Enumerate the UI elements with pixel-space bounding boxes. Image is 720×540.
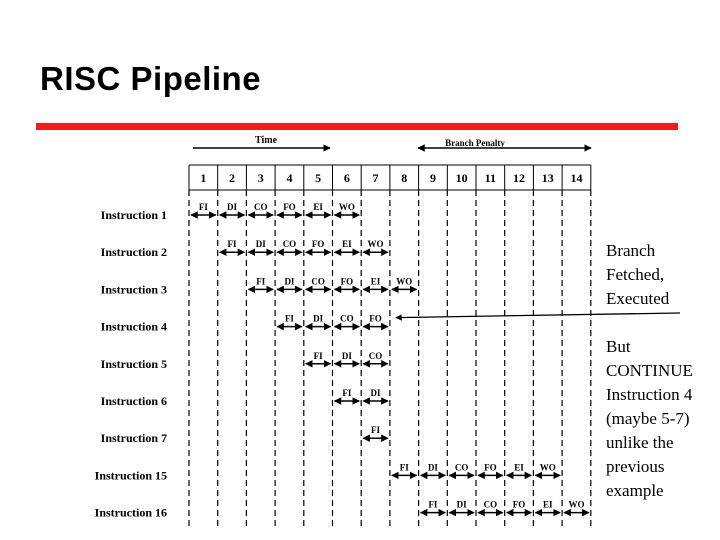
stage-label: DI: [341, 350, 352, 361]
stage-label: CO: [454, 462, 469, 473]
callout-arrow-line: [396, 313, 680, 318]
cycle-number: 14: [570, 171, 583, 185]
stage-label: DI: [427, 462, 438, 473]
cycle-number: 12: [513, 171, 526, 185]
callout-arrow: [396, 313, 680, 318]
stage-label: CO: [311, 276, 325, 287]
cycle-number: 11: [484, 171, 497, 185]
stage-label: CO: [368, 350, 383, 361]
instruction-label: Instruction 2: [100, 245, 167, 260]
stage-label: CO: [340, 313, 354, 324]
stage-label: DI: [284, 276, 295, 287]
time-label: Time: [254, 135, 278, 146]
stage-label: EI: [342, 239, 352, 250]
cycle-number: 3: [257, 171, 264, 185]
stage-label: FO: [311, 239, 325, 250]
stage-label: FI: [399, 462, 409, 473]
stage-label: FI: [428, 499, 438, 510]
stage-label: FO: [340, 276, 354, 287]
stage-label: EI: [542, 499, 553, 510]
continue-note-line: (maybe 5-7): [606, 409, 690, 428]
instruction-row: [101, 239, 388, 259]
instruction-row: [101, 351, 388, 371]
instruction-label: Instruction 15: [94, 468, 167, 483]
cycle-number: 2: [229, 171, 236, 185]
instruction-label: Instruction 7: [100, 431, 167, 446]
stage-label: FO: [512, 499, 526, 510]
stage-label: FI: [198, 202, 208, 212]
stage-label: FI: [371, 425, 381, 436]
stage-label: CO: [483, 499, 498, 510]
cycle-number: 6: [343, 171, 350, 185]
stage-label: CO: [282, 239, 297, 250]
cycle-number: 13: [541, 171, 554, 185]
stage-label: FO: [369, 313, 382, 324]
stage-label: FO: [283, 202, 296, 212]
stage-label: EI: [370, 276, 381, 287]
stage-label: FI: [284, 313, 294, 324]
cycle-number: 10: [455, 171, 468, 185]
branch-note-line: Branch: [606, 241, 656, 260]
cycle-number: 8: [401, 171, 408, 185]
stage-label: FI: [227, 239, 237, 250]
continue-note-line: Instruction 4: [606, 385, 693, 404]
cycle-number: 7: [372, 171, 379, 185]
continue-note-line: previous: [606, 457, 665, 476]
instruction-row: [101, 388, 388, 408]
instruction-label: Instruction 16: [94, 505, 167, 520]
instruction-row: [101, 276, 417, 296]
cycle-number: 9: [429, 171, 436, 185]
instruction-row: [101, 314, 388, 334]
stage-label: EI: [313, 202, 323, 212]
continue-note-line: But: [606, 337, 631, 356]
branch-note: [606, 239, 669, 311]
continue-note-line: example: [606, 481, 664, 500]
stage-label: WO: [367, 239, 384, 250]
continue-note-line: unlike the: [606, 433, 674, 452]
cycle-number: 1: [200, 171, 207, 185]
cycle-number: 5: [315, 171, 322, 185]
stage-label: DI: [255, 239, 266, 250]
stage-label: DI: [370, 388, 381, 398]
instruction-label: Instruction 5: [100, 356, 167, 371]
cycle-grid: [189, 190, 591, 528]
instruction-row: [95, 462, 560, 482]
instruction-label: Instruction 3: [100, 282, 167, 297]
instruction-row: [95, 500, 589, 520]
instruction-label: Instruction 4: [100, 319, 167, 334]
branch-note-line: Fetched,: [606, 265, 665, 284]
continue-note-line: CONTINUE: [606, 361, 693, 380]
stage-label: WO: [568, 499, 585, 510]
stage-label: DI: [313, 313, 324, 324]
diagram-header: [189, 135, 591, 190]
stage-label: WO: [338, 202, 355, 212]
stage-label: WO: [539, 462, 556, 473]
instruction-row: [101, 202, 360, 222]
branch-note-line: Executed: [606, 289, 670, 308]
stage-label: FI: [256, 276, 266, 287]
stage-label: FI: [313, 350, 323, 361]
stage-label: WO: [396, 276, 413, 287]
instruction-label: Instruction 1: [100, 208, 167, 222]
instruction-rows: [95, 202, 589, 520]
stage-label: FI: [342, 388, 352, 398]
stage-label: FO: [484, 462, 497, 473]
stage-label: EI: [514, 462, 524, 473]
cycle-number: 4: [286, 171, 293, 185]
stage-label: DI: [456, 499, 467, 510]
instruction-label: Instruction 6: [100, 394, 167, 408]
stage-label: DI: [227, 202, 238, 212]
branch-penalty-label: Branch Penalty: [445, 138, 505, 148]
stage-label: CO: [254, 202, 268, 212]
continue-note: [606, 335, 693, 503]
slide-title: RISC Pipeline: [40, 60, 262, 97]
instruction-row: [101, 425, 388, 445]
